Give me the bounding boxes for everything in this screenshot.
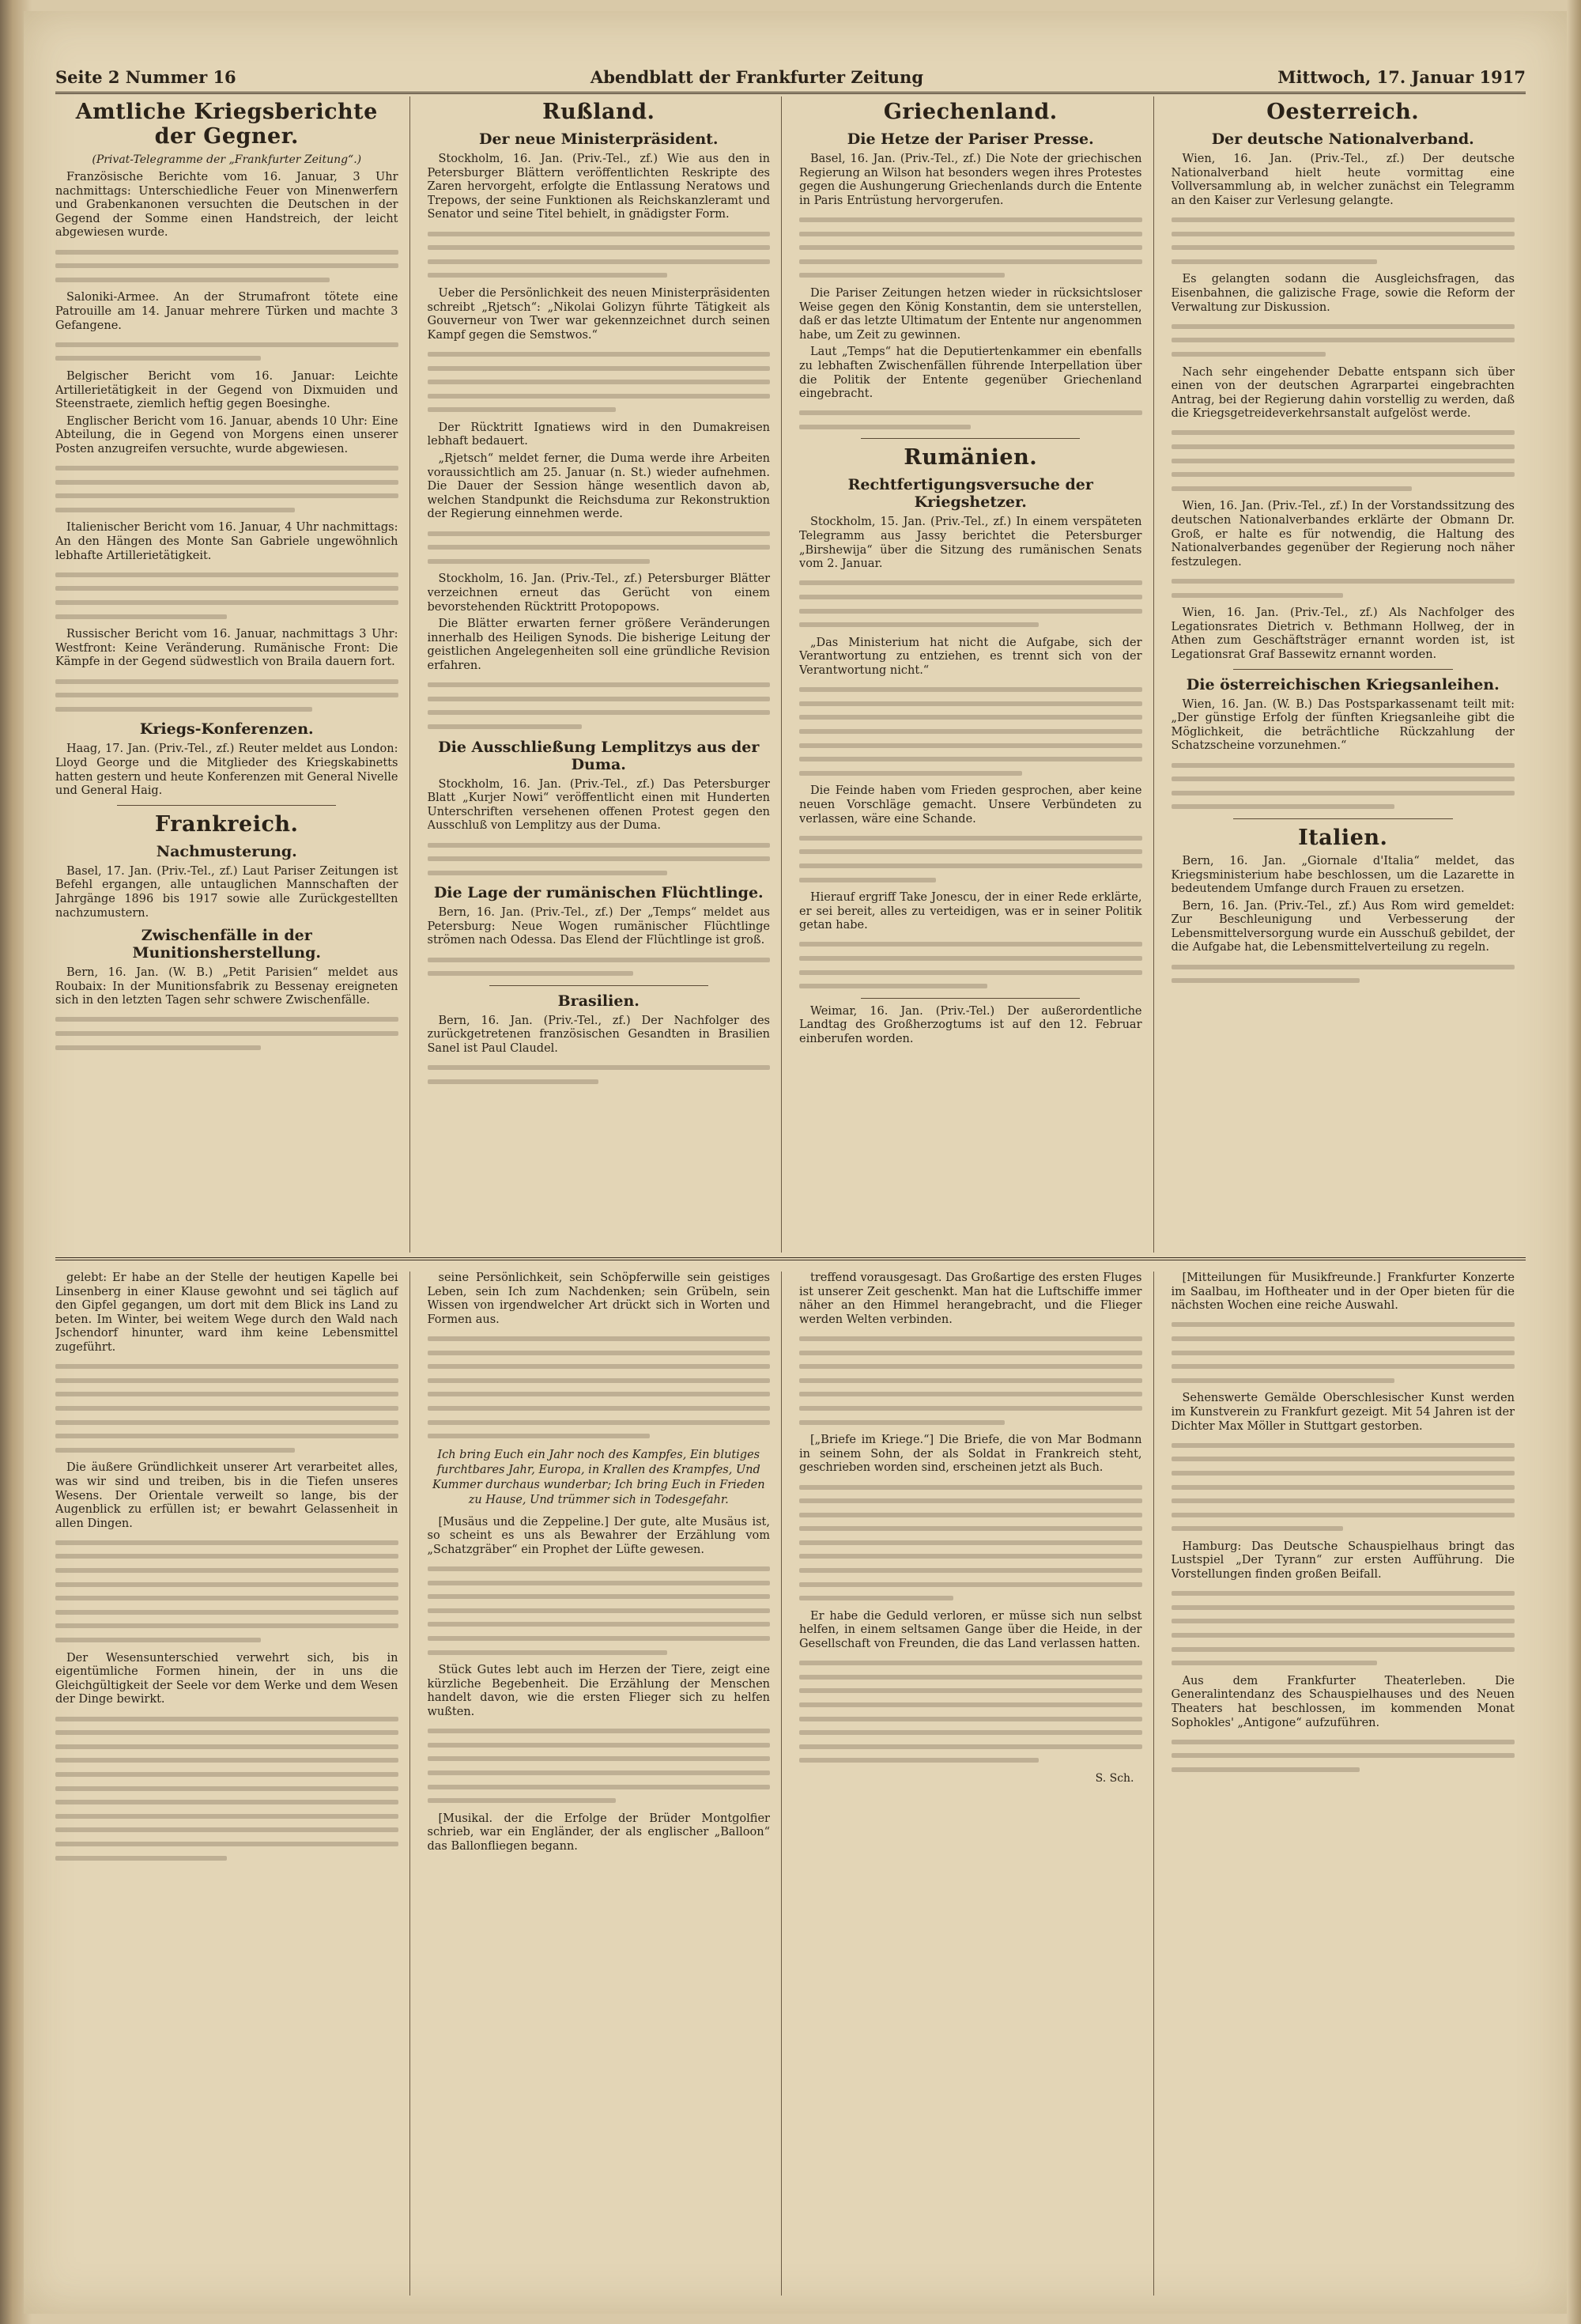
paragraph: [Mitteilungen für Musikfreunde.] Frankfurter Konzerte im Saalbau, im Hoftheater und in der Oper bieten für die nächsten Wochen eine reiche Auswahl. — [1171, 1272, 1515, 1313]
feuilleton-column — [428, 1272, 783, 2296]
column-war-reports — [55, 96, 410, 1253]
paragraph: Die Feinde haben vom Frieden gesprochen, aber keine neuen Vorschläge gemacht. Unsere Verbündeten zu verlassen, wäre eine Schande. — [799, 784, 1142, 826]
paragraph: Bern, 16. Jan. (W. B.) „Petit Parisien“ meldet aus Roubaix: In der Munitionsfabrik zu Bessenay ereigneten sich in den letzten Tagen sehr schwere Zwischenfälle. — [55, 966, 398, 1007]
paragraph: Hierauf ergriff Take Jonescu, der in einer Rede erklärte, er sei bereit, alles zu verteidigen, was er in seiner Politik getan habe. — [799, 891, 1142, 932]
paragraph: Französische Berichte vom 16. Januar, 3 Uhr nachmittags: Unterschiedliche Feuer von Minenwerfern und Grabenkanonen versuchten die Deutschen in der Gegend der Somme einen Handstreich, der leicht abgewiesen wurde. — [55, 171, 398, 240]
article-title: Rumänien. — [904, 445, 1038, 470]
article-title: Italien. — [1298, 825, 1388, 850]
text-lines — [428, 1065, 771, 1084]
paragraph: „Rjetsch“ meldet ferner, die Duma werde ihre Arbeiten voraussichtlich am 25. Januar (n. St.) wieder aufnehmen. Die Dauer der Session hänge wesentlich davon ab, welchen Standpunkt die Reichsduma zur Rekonstruktion der Regierung einnehmen werde. — [427, 452, 770, 521]
paragraph: Stockholm, 16. Jan. (Priv.-Tel., zf.) Petersburger Blätter verzeichnen erneut das Gerücht von einem bevorstehenden Rücktritt Protopopows. — [427, 572, 770, 614]
paragraph: Es gelangten sodann die Ausgleichsfragen, das Eisenbahnen, die galizische Frage, sowie die Reform der Verwaltung zur Diskussion. — [1171, 273, 1515, 314]
text-lines — [428, 1729, 771, 1803]
text-lines — [799, 836, 1142, 882]
article-title: Amtliche Kriegsberichte der Gegner. — [75, 100, 378, 149]
paragraph: Bern, 16. Jan. „Giornale d'Italia“ meldet, das Kriegsministerium habe beschlossen, um die Lazarette in bedeutendem Umfange durch Frauen zu ersetzen. — [1171, 854, 1515, 896]
page-number: Seite 2 Nummer 16 — [55, 67, 236, 87]
text-lines — [1172, 1591, 1515, 1665]
text-lines — [1172, 1740, 1515, 1772]
article-title: Oesterreich. — [1266, 100, 1420, 124]
text-lines — [799, 1661, 1142, 1763]
paragraph: Sehenswerte Gemälde Oberschlesischer Kunst werden im Kunstverein zu Frankfurt gezeigt. Mit 54 Jahren ist der Dichter Max Möller in Stuttgart gestorben. — [1171, 1392, 1515, 1433]
section-subtitle: Nachmusterung. — [156, 842, 297, 860]
text-lines — [799, 410, 1142, 429]
text-lines — [1172, 763, 1515, 810]
feuilleton-divider — [55, 1257, 1526, 1260]
paragraph: Er habe die Geduld verloren, er müsse sich nun selbst helfen, in einem seltsamen Gange über die Heide, in der Gesellschaft von Freunden, die das Land verlassen hatten. — [799, 1609, 1142, 1651]
paragraph: Saloniki-Armee. An der Strumafront tötete eine Patrouille am 14. Januar mehrere Türken und machte 3 Gefangene. — [55, 291, 398, 332]
separator — [861, 998, 1080, 999]
page-header — [55, 55, 1526, 94]
text-lines — [55, 466, 398, 512]
paragraph: Laut „Temps“ hat die Deputiertenkammer ein ebenfalls zu lebhaften Zwischenfällen führende Interpellation über die Politik der Entente gegenüber Griechenland eingebracht. — [799, 346, 1142, 401]
separator — [861, 438, 1080, 439]
paragraph: Aus dem Frankfurter Theaterleben. Die Generalintendanz des Schauspielhauses und des Neuen Theaters hat beschlossen, im kommenden Monat Sophokles' „Antigone“ aufzuführen. — [1171, 1674, 1515, 1729]
paragraph: Nach sehr eingehender Debatte entspann sich über einen von der deutschen Agrarpartei eingebrachten Antrag, bei der Regierung dahin vorstellig zu werden, daß die Kriegsgetreideverkehrsanstalt aufgelöst werde. — [1171, 365, 1515, 421]
paragraph: seine Persönlichkeit, sein Schöpferwille sein geistiges Leben, sein Ich zum Nachdenken; sein Grübeln, sein Wissen von irgendwelcher Art drückt sich in Worten und Formen aus. — [427, 1272, 770, 1326]
paragraph: Belgischer Bericht vom 16. Januar: Leichte Artillerietätigkeit in der Gegend von Dixmuiden und Steenstraete, ziemlich heftig gegen Boesinghe. — [55, 369, 398, 411]
paragraph: [„Briefe im Kriege.“] Die Briefe, die von Mar Bodmann in seinem Sohn, der als Soldat in Frankreich steht, geschrieben worden sind, erscheinen jetzt als Buch. — [799, 1434, 1142, 1475]
text-lines — [55, 342, 398, 361]
section-subtitle: Die österreichischen Kriegsanleihen. — [1186, 675, 1500, 693]
paragraph: Hamburg: Das Deutsche Schauspielhaus bringt das Lustspiel „Der Tyrann“ zur ersten Aufführung. Die Vorstellungen finden großen Beifall. — [1171, 1540, 1515, 1581]
paragraph: [Musikal. der die Erfolge der Brüder Montgolfier schrieb, war ein Engländer, der als englischer „Balloon“ das Ballonfliegen begann. — [427, 1812, 770, 1853]
text-lines — [428, 682, 771, 729]
paragraph: Wien, 16. Jan. (W. B.) Das Postsparkassenamt teilt mit: „Der günstige Erfolg der fünften Kriegsanleihe gibt die Möglichkeit, die beträchtliche Rückzahlung der Schatzscheine vorzunehmen.“ — [1171, 697, 1515, 753]
separator — [1233, 669, 1453, 670]
text-lines — [799, 942, 1142, 988]
paragraph: Stockholm, 16. Jan. (Priv.-Tel., zf.) Das Petersburger Blatt „Kurjer Nowi“ veröffentlicht einen mit Hunderten Unterschriften versehenen offenen Protest gegen den Ausschluß von Lemplitzy aus der Duma. — [427, 777, 770, 833]
paragraph: Bern, 16. Jan. (Priv.-Tel., zf.) Der „Temps“ meldet aus Petersburg: Neue Wogen rumänischer Flüchtlinge strömen nach Odessa. Das Elend der Flüchtlinge ist groß. — [427, 906, 770, 947]
feuilleton-column — [55, 1272, 410, 2296]
paragraph: Englischer Bericht vom 16. Januar, abends 10 Uhr: Eine Abteilung, die in Gegend von Morgens einen unserer Posten anzugreifen versuchte, wurde abgewiesen. — [55, 414, 398, 455]
section-subtitle: Der deutsche Nationalverband. — [1211, 130, 1474, 148]
page-edge — [1567, 0, 1581, 2324]
text-lines — [428, 1566, 771, 1655]
column-greece-romania — [799, 96, 1154, 1253]
section-subtitle: Brasilien. — [557, 992, 640, 1010]
article-title: Frankreich. — [155, 811, 299, 837]
author-signature: S. Sch. — [1095, 1771, 1134, 1785]
text-lines — [428, 958, 771, 977]
section-subtitle: Rechtfertigungsversuche der Kriegshetzer. — [847, 476, 1093, 512]
section-subtitle: Der neue Ministerpräsident. — [478, 130, 719, 148]
separator — [117, 805, 336, 806]
text-lines — [799, 687, 1142, 776]
paragraph: Italienischer Bericht vom 16. Januar, 4 Uhr nachmittags: An den Hängen des Monte San Gabriele ungewöhnlich lebhafte Artillerietätigkeit. — [55, 521, 398, 562]
feuilleton-column — [799, 1272, 1154, 2296]
text-lines — [428, 232, 771, 278]
text-lines — [1172, 965, 1515, 984]
text-lines — [428, 843, 771, 875]
column-russia — [428, 96, 783, 1253]
paragraph: Ueber die Persönlichkeit des neuen Ministerpräsidenten schreibt „Rjetsch“: „Nikolai Golizyn führte Tätigkeit als Gouverneur von Twer war gekennzeichnet durch seinen Kampf gegen die Semstwos.“ — [427, 286, 770, 342]
text-lines — [1172, 217, 1515, 264]
paragraph: Basel, 16. Jan. (Priv.-Tel., zf.) Die Note der griechischen Regierung an Wilson hat besonders wegen ihres Protestes gegen die Aushungerung Griechenlands durch die Entente in Paris Entrüstung hervorgerufen. — [799, 153, 1142, 207]
paragraph: Bern, 16. Jan. (Priv.-Tel., zf.) Aus Rom wird gemeldet: Zur Beschleunigung und Verbesserung der Lebensmittelversorgung wurde ein Ausschuß gebildet, der die Aufgabe hat, die Lebensmittelverteilung zu regeln. — [1171, 899, 1515, 954]
article-note: (Privat-Telegramme der „Frankfurter Zeitung“.) — [92, 153, 362, 166]
section-subtitle: Die Hetze der Pariser Presse. — [847, 130, 1094, 148]
paragraph: Weimar, 16. Jan. (Priv.-Tel.) Der außerordentliche Landtag des Großherzogtums ist auf den 12. Februar einberufen worden. — [799, 1004, 1142, 1046]
column-austria-italy — [1172, 96, 1526, 1253]
separator — [489, 985, 708, 986]
paragraph: Stück Gutes lebt auch im Herzen der Tiere, zeigt eine kürzliche Begebenheit. Die Erzählung der Menschen handelt davon, wie die ersten Flieger sich zu helfen wußten. — [427, 1664, 770, 1719]
separator — [1233, 818, 1453, 819]
paragraph: Stockholm, 15. Jan. (Priv.-Tel., zf.) In einem verspäteten Telegramm aus Jassy berichtet die Petersburger „Birshewija“ über die Sitzung des rumänischen Senats vom 2. Januar. — [799, 516, 1142, 571]
text-lines — [55, 1540, 398, 1642]
text-lines — [1172, 1443, 1515, 1532]
paragraph: Der Wesensunterschied verwehrt sich, bis in eigentümliche Formen hinein, der in uns die Gleichgültigkeit der Seele vor dem Werke und dem Wesen der Dinge bewirkt. — [55, 1651, 398, 1706]
text-lines — [428, 352, 771, 412]
paragraph: „Das Ministerium hat nicht die Aufgabe, sich der Verantwortung zu entziehen, es trennt sich von der Verantwortung nicht.“ — [799, 636, 1142, 677]
section-subtitle: Kriegs-Konferenzen. — [139, 720, 314, 739]
feuilleton-section — [55, 1272, 1526, 2296]
paragraph: Russischer Bericht vom 16. Januar, nachmittags 3 Uhr: Westfront: Keine Veränderung. Rumänische Front: Die Kämpfe in der Gegend südwestlich von Braila dauern fort. — [55, 628, 398, 669]
paragraph: gelebt: Er habe an der Stelle der heutigen Kapelle bei Linsenberg in einer Klause gewohnt und sei täglich auf den Gipfel gegangen, um dort mit dem Blick ins Land zu beten. Im Winter, bei weitem Wege durch den Wald nach Jschendorf hinunter, ward ihm keine Lebensmittel zugeführt. — [55, 1272, 398, 1354]
text-lines — [799, 580, 1142, 627]
article-title: Rußland. — [542, 100, 655, 124]
paragraph: Stockholm, 16. Jan. (Priv.-Tel., zf.) Wie aus den in Petersburger Blättern veröffentlichten Reskripte des Zaren hervorgeht, erfolgte die Entlassung Neratows und Trepows, der seine Funktionen als Reichskanzleramt und Senator und seine Titel behielt, in gnädigster Form. — [427, 153, 770, 221]
paragraph: Haag, 17. Jan. (Priv.-Tel., zf.) Reuter meldet aus London: Lloyd George und die Mitglieder des Kriegskabinetts hatten gestern und heute Konferenzen mit General Nivelle und General Haig. — [55, 743, 398, 798]
text-lines — [1172, 324, 1515, 357]
paragraph: Der Rücktritt Ignatiews wird in den Dumakreisen lebhaft bedauert. — [427, 421, 770, 448]
news-columns — [55, 96, 1526, 1253]
section-subtitle: Die Lage der rumänischen Flüchtlinge. — [433, 884, 764, 902]
paragraph: Wien, 16. Jan. (Priv.-Tel., zf.) Als Nachfolger des Legationsrates Dietrich v. Bethmann Hollweg, der in Athen zum Geschäftsträger ernannt worden ist, ist Legationsrat Graf Bassewitz ernannt worden. — [1171, 607, 1515, 661]
paragraph: Die äußere Gründlichkeit unserer Art verarbeitet alles, was wir sind und treiben, bis in die Tiefen unseres Wesens. Der Orientale verweilt so lange, bis der Augenblick zu erfüllen ist; er bewahrt Gelassenheit in allen Dingen. — [55, 1461, 398, 1530]
paragraph: Basel, 17. Jan. (Priv.-Tel., zf.) Laut Pariser Zeitungen ist Befehl ergangen, alle untauglichen Mannschaften der Jahrgänge 1896 bis 1917 sowie alle Zurückgestellten nachzumustern. — [55, 864, 398, 920]
section-subtitle: Zwischenfälle in der Munitionsherstellung. — [132, 927, 321, 962]
text-lines — [55, 250, 398, 282]
text-lines — [1172, 430, 1515, 490]
text-lines — [428, 531, 771, 564]
text-lines — [55, 572, 398, 619]
newspaper-title: Abendblatt der Frankfurter Zeitung — [590, 67, 924, 87]
paragraph: treffend vorausgesagt. Das Großartige des ersten Fluges ist unserer Zeit geschenkt. Man hat die Luftschiffe immer näher an den Himmel herangebracht, und die Flieger werden Welten verbinden. — [799, 1272, 1142, 1326]
paragraph: Wien, 16. Jan. (Priv.-Tel., zf.) In der Vorstandssitzung des deutschen Nationalverbandes erklärte der Obmann Dr. Groß, er halte es für notwendig, die Haltung des Nationalverbandes gegenüber der Regierung noch näher festzulegen. — [1171, 500, 1515, 569]
text-lines — [799, 1336, 1142, 1425]
feuilleton-column — [1172, 1272, 1526, 2296]
text-lines — [799, 217, 1142, 278]
text-lines — [55, 1364, 398, 1453]
article-title: Griechenland. — [883, 100, 1058, 124]
text-lines — [55, 1717, 398, 1861]
paragraph: [Musäus und die Zeppeline.] Der gute, alte Musäus ist, so scheint es uns als Bewahrer der Erzählung vom „Schatzgräber“ ein Prophet der Lüfte gewesen. — [427, 1515, 770, 1556]
text-lines — [1172, 579, 1515, 598]
paragraph: Bern, 16. Jan. (Priv.-Tel., zf.) Der Nachfolger des zurückgetretenen französischen Gesandten in Brasilien Sanel ist Paul Claudel. — [427, 1014, 770, 1056]
text-lines — [55, 679, 398, 712]
section-subtitle: Die Ausschließung Lemplitzys aus der Duma. — [438, 738, 760, 773]
text-lines — [55, 1017, 398, 1049]
paragraph: Die Blätter erwarten ferner größere Veränderungen innerhalb des Heiligen Synods. Die bisherige Leitung der geistlichen Angelegenheiten soll eine gründliche Revision erfahren. — [427, 618, 770, 672]
text-lines — [1172, 1322, 1515, 1382]
text-lines — [428, 1336, 771, 1438]
poem: Ich bring Euch ein Jahr noch des Kampfes, Ein blutiges furchtbares Jahr, Europa, in Krallen des Krampfes, Und Kummer durchaus wunderbar; Ich bring Euch in Frieden zu Hause, Und trümmer sich in Todesgefahr. — [432, 1448, 765, 1506]
paragraph: Wien, 16. Jan. (Priv.-Tel., zf.) Der deutsche Nationalverband hielt heute vormittag eine Vollversammlung ab, in welcher zunächst ein Telegramm an den Kaiser zur Verlesung gelangte. — [1171, 153, 1515, 207]
paragraph: Die Pariser Zeitungen hetzen wieder in rücksichtsloser Weise gegen den König Konstantin, dem sie unterstellen, daß er das letzte Ultimatum der Entente nur angenommen habe, um Zeit zu gewinnen. — [799, 286, 1142, 342]
issue-date: Mittwoch, 17. Januar 1917 — [1277, 67, 1526, 87]
text-lines — [799, 1485, 1142, 1601]
